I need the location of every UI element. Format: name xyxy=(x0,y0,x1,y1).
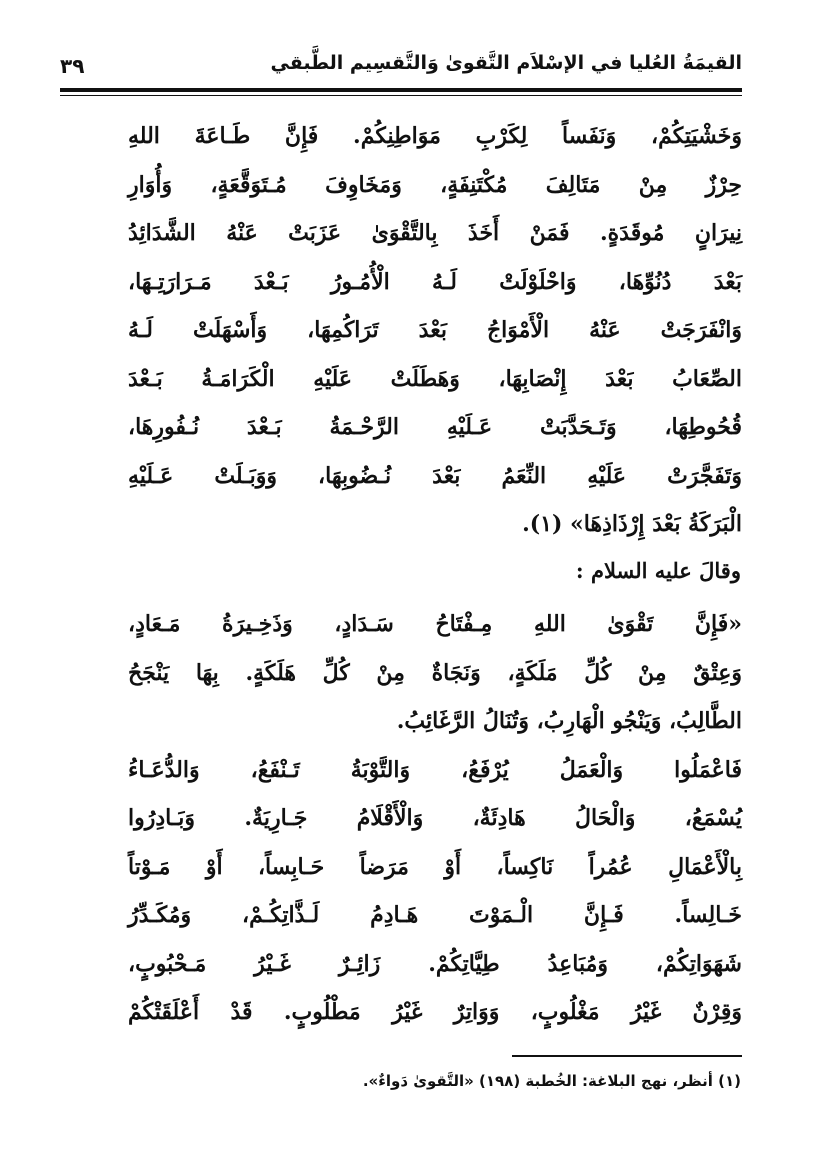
footnote: (١) أنظر، نهج البلاغة: الخُطبة (١٩٨) «التَّقوىٰ دَواءٌ». xyxy=(362,1072,741,1090)
text-line: نِيرَانٍ مُوقَدَةٍ. فَمَنْ أَخَذَ بِالتَّقْوَىٰ عَزَبَتْ عَنْهُ الشَّدَائِدُ xyxy=(128,220,742,246)
text-line: فَاعْمَلُوا وَالْعَمَلُ يُرْفَعُ، وَالتَّوْبَةُ تَـنْفَعُ، وَالدُّعَـاءُ xyxy=(128,756,742,783)
header-rule-thin xyxy=(60,95,742,96)
paragraph xyxy=(128,112,742,549)
header-rule xyxy=(60,88,742,92)
text-line: وَخَشْيَتِكُمْ، وَنَفَساً لِكَرْبِ مَوَاطِنِكُمْ. فَإِنَّ طَـاعَةَ اللهِ xyxy=(128,123,742,149)
text-line: الْبَرَكَةُ بَعْدَ إِرْذَاذِهَا» (١). xyxy=(522,511,742,537)
text-line: بِالْأَعْمَالِ عُمُراً نَاكِساً، أَوْ مَرَضاً حَـابِساً، أَوْ مَـوْتاً xyxy=(128,853,742,880)
text-line: شَهَوَاتِكُمْ، وَمُبَاعِدُ طِيَّاتِكُمْ. زَائِـرٌ غَـيْرُ مَـحْبُوبٍ، xyxy=(128,950,742,977)
text-line: حِرْزٌ مِنْ مَتَالِفَ مُكْتَنِفَةٍ، وَمَخَاوِفَ مُـتَوَقَّعَةٍ، وَأُوَارِ xyxy=(128,171,742,198)
text-line: بَعْدَ دُنُوِّهَا، وَاحْلَوْلَتْ لَـهُ الْأُمُـورُ بَـعْدَ مَـرَارَتِـهَا، xyxy=(128,268,742,295)
text-line: وَعِتْقٌ مِنْ كُلِّ مَلَكَةٍ، وَنَجَاةٌ مِنْ كُلِّ هَلَكَةٍ. بِهَا يَنْجَحُ xyxy=(128,659,742,686)
quote-intro: وقالَ عليه السلام : xyxy=(575,558,741,583)
page-number: ٣٩ xyxy=(60,54,85,78)
paragraph xyxy=(128,746,742,1037)
text-line: «فَإِنَّ تَقْوَىٰ اللهِ مِـفْتَاحُ سَـدَادٍ، وَذَخِـيرَةُ مَـعَادٍ، xyxy=(128,611,742,637)
text-line: وَقِرْنٌ غَيْرُ مَغْلُوبٍ، وَوَاتِرٌ غَيْرُ مَطْلُوبٍ. قَدْ أَعْلَقَتْكُمْ xyxy=(128,999,742,1025)
text-line: الطَّالِبُ، وَيَنْجُو الْهَارِبُ، وَتُنَالُ الرَّغَائِبُ. xyxy=(396,708,742,734)
footnote-rule xyxy=(512,1055,742,1057)
text-line: يُسْمَعُ، وَالْحَالُ هَادِئَةٌ، وَالْأَقْلَامُ جَـارِيَةٌ. وَبَـادِرُوا xyxy=(128,805,742,831)
running-title: القيمَةُ العُليا في الإسْلاَم التَّقوىٰ وَالتَّقسِيم الطَّبقي xyxy=(270,52,742,74)
text-line: قُحُوطِهَا، وَتَـحَدَّبَتْ عَـلَيْهِ الرَّحْـمَةُ بَـعْدَ نُـفُورِهَا، xyxy=(128,414,742,440)
paragraph xyxy=(128,600,742,746)
text-line: الصِّعَابُ بَعْدَ إِنْصَابِهَا، وَهَطَلَتْ عَلَيْهِ الْكَرَامَـةُ بَـعْدَ xyxy=(128,365,742,392)
text-line: وَتَفَجَّرَتْ عَلَيْهِ النِّعَمُ بَعْدَ نُـضُوبِهَا، وَوَبَـلَتْ عَـلَيْهِ xyxy=(128,462,742,489)
passage-two xyxy=(128,600,742,1037)
passage-one xyxy=(128,112,742,549)
text-line: وَانْفَرَجَتْ عَنْهُ الْأَمْوَاجُ بَعْدَ تَرَاكُمِهَا، وَأَسْهَلَتْ لَـهُ xyxy=(128,317,742,343)
text-line: خَـالِساً. فَـإِنَّ الْـمَوْتَ هَـادِمُ لَـذَّاتِكُـمْ، وَمُكَـدِّرُ xyxy=(128,902,742,928)
